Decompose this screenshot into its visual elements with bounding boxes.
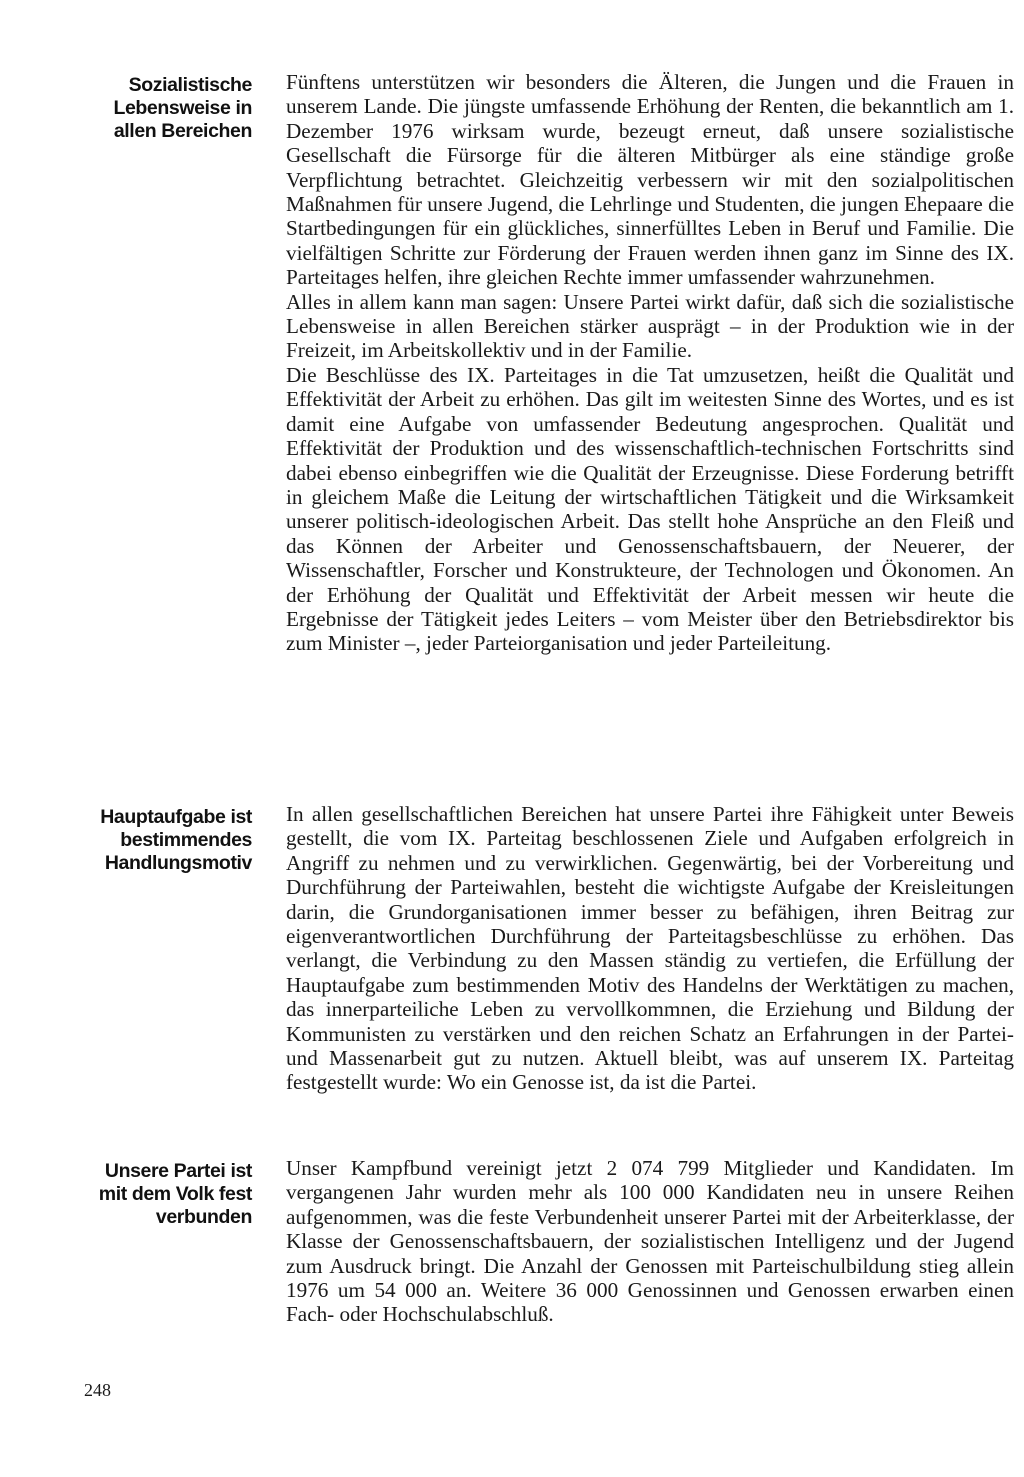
paragraph: Alles in allem kann man sagen: Unsere Partei wirkt dafür, daß sich die sozialistische Lebensweise in allen Bereichen stärker ausprägt – in der Produktion wie in der Freizeit, im Arbeitskollektiv und in der Familie. [286,289,1014,363]
paragraph: Unser Kampfbund vereinigt jetzt 2 074 799 Mitglieder und Kandidaten. Im vergangenen Jahr wurden mehr als 100 000 Kandidaten neu in unsere Reihen aufgenommen, was die feste Verbundenheit unserer Partei mit der Arbeiterklasse, der Klasse der Genossenschaftsbauern, der sozialistischen Intelligenz und der Jugend zum Ausdruck bringt. Die Anzahl der Genossen mit Parteischulbildung stieg allein 1976 um 54 000 an. Weitere 36 000 Genossinnen und Genossen erwarben einen Fach- oder Hochschulabschluß. [286,1156,1014,1327]
margin-heading-line: mit dem Volk fest [98,1183,252,1205]
margin-heading-line: allen Bereichen [113,120,252,142]
paragraph: Fünftens unterstützen wir besonders die Älteren, die Jungen und die Frauen in unserem Lande. Die jüngste umfassende Erhöhung der Renten, die bekanntlich am 1. Dezember 1976 wirksam wurde, bezeugt erneut, daß unsere sozialistische Gesellschaft die Fürsorge für die älteren Mitbürger als eine ständige große Verpflichtung betrachtet. Gleichzeitig verbessern wir mit den sozialpolitischen Maßnahmen für unsere Jugend, die Lehrlinge und Studenten, die jungen Ehepaare die Startbedingungen für ein glückliches, sinnerfülltes Leben in Beruf und Familie. Die vielfältigen Schritte zur Förderung der Frauen werden ihnen ganz im Sinne des IX. Parteitages helfen, ihre gleichen Rechte immer umfassender wahrzunehmen. [286,70,1014,290]
body-text [286,70,1014,656]
margin-heading-line: Handlungsmotiv [104,852,252,874]
body-text [286,1156,1014,1327]
margin-heading-line: Lebensweise in [113,97,252,119]
page-number: 248 [84,1380,111,1400]
body-text [286,802,1014,1095]
margin-heading-line: Hauptaufgabe ist [100,806,252,828]
margin-heading [60,1160,252,1229]
paragraph: Die Beschlüsse des IX. Parteitages in die Tat umzusetzen, heißt die Qualität und Effektivität der Arbeit zu erhöhen. Das gilt im weitesten Sinne des Wortes, und es ist damit eine Aufgabe von umfassender Bedeutung angesprochen. Qualität und Effektivität der Produktion und des wissenschaftlich-technischen Fortschritts sind dabei ebenso einbegriffen wie die Qualität der Erzeugnisse. Diese Forderung betrifft in gleichem Maße die Leitung der wirtschaftlichen Tätigkeit und die Wirksamkeit unserer politisch-ideologischen Arbeit. Das stellt hohe Ansprüche an den Fleiß und das Können der Arbeiter und Genossenschaftsbauern, der Neuerer, der Wissenschaftler, Forscher und Konstrukteure, der Technologen und Ökonomen. An der Erhöhung der Qualität und Effektivität der Arbeit messen wir heute die Ergebnisse der Tätigkeit jedes Leiters – vom Meister über den Betriebsdirektor bis zum Minister –, jeder Parteiorganisation und jeder Parteileitung. [286,362,1014,656]
paragraph: In allen gesellschaftlichen Bereichen hat unsere Partei ihre Fähigkeit unter Beweis gestellt, die vom IX. Parteitag beschlossenen Ziele und Aufgaben erfolgreich in Angriff zu nehmen und zu verwirklichen. Gegenwärtig, bei der Vorbereitung und Durchführung der Parteiwahlen, besteht die wichtigste Aufgabe der Kreisleitungen darin, die Grundorganisationen immer besser zu befähigen, ihren Beitrag zur eigenverantwortlichen Durchführung der Parteitagsbeschlüsse zu erhöhen. Das verlangt, die Verbindung zu den Massen ständig zu vertiefen, die Erfüllung der Hauptaufgabe zum bestimmenden Motiv des Handelns der Werktätigen zu machen, das innerparteiliche Leben zu vervollkommnen, die Erziehung und Bildung der Kommunisten zu verstärken und den reichen Schatz an Erfahrungen in der Partei- und Massenarbeit gut zu nutzen. Aktuell bleibt, was auf unserem IX. Parteitag festgestellt wurde: Wo ein Genosse ist, da ist die Partei. [286,802,1014,1095]
margin-heading [60,806,252,875]
margin-heading-line: bestimmendes [120,829,252,851]
margin-heading-line: Unsere Partei ist [104,1160,252,1182]
margin-heading-line: Sozialistische [128,74,252,96]
margin-heading [60,74,252,143]
margin-heading-line: verbunden [155,1206,252,1228]
